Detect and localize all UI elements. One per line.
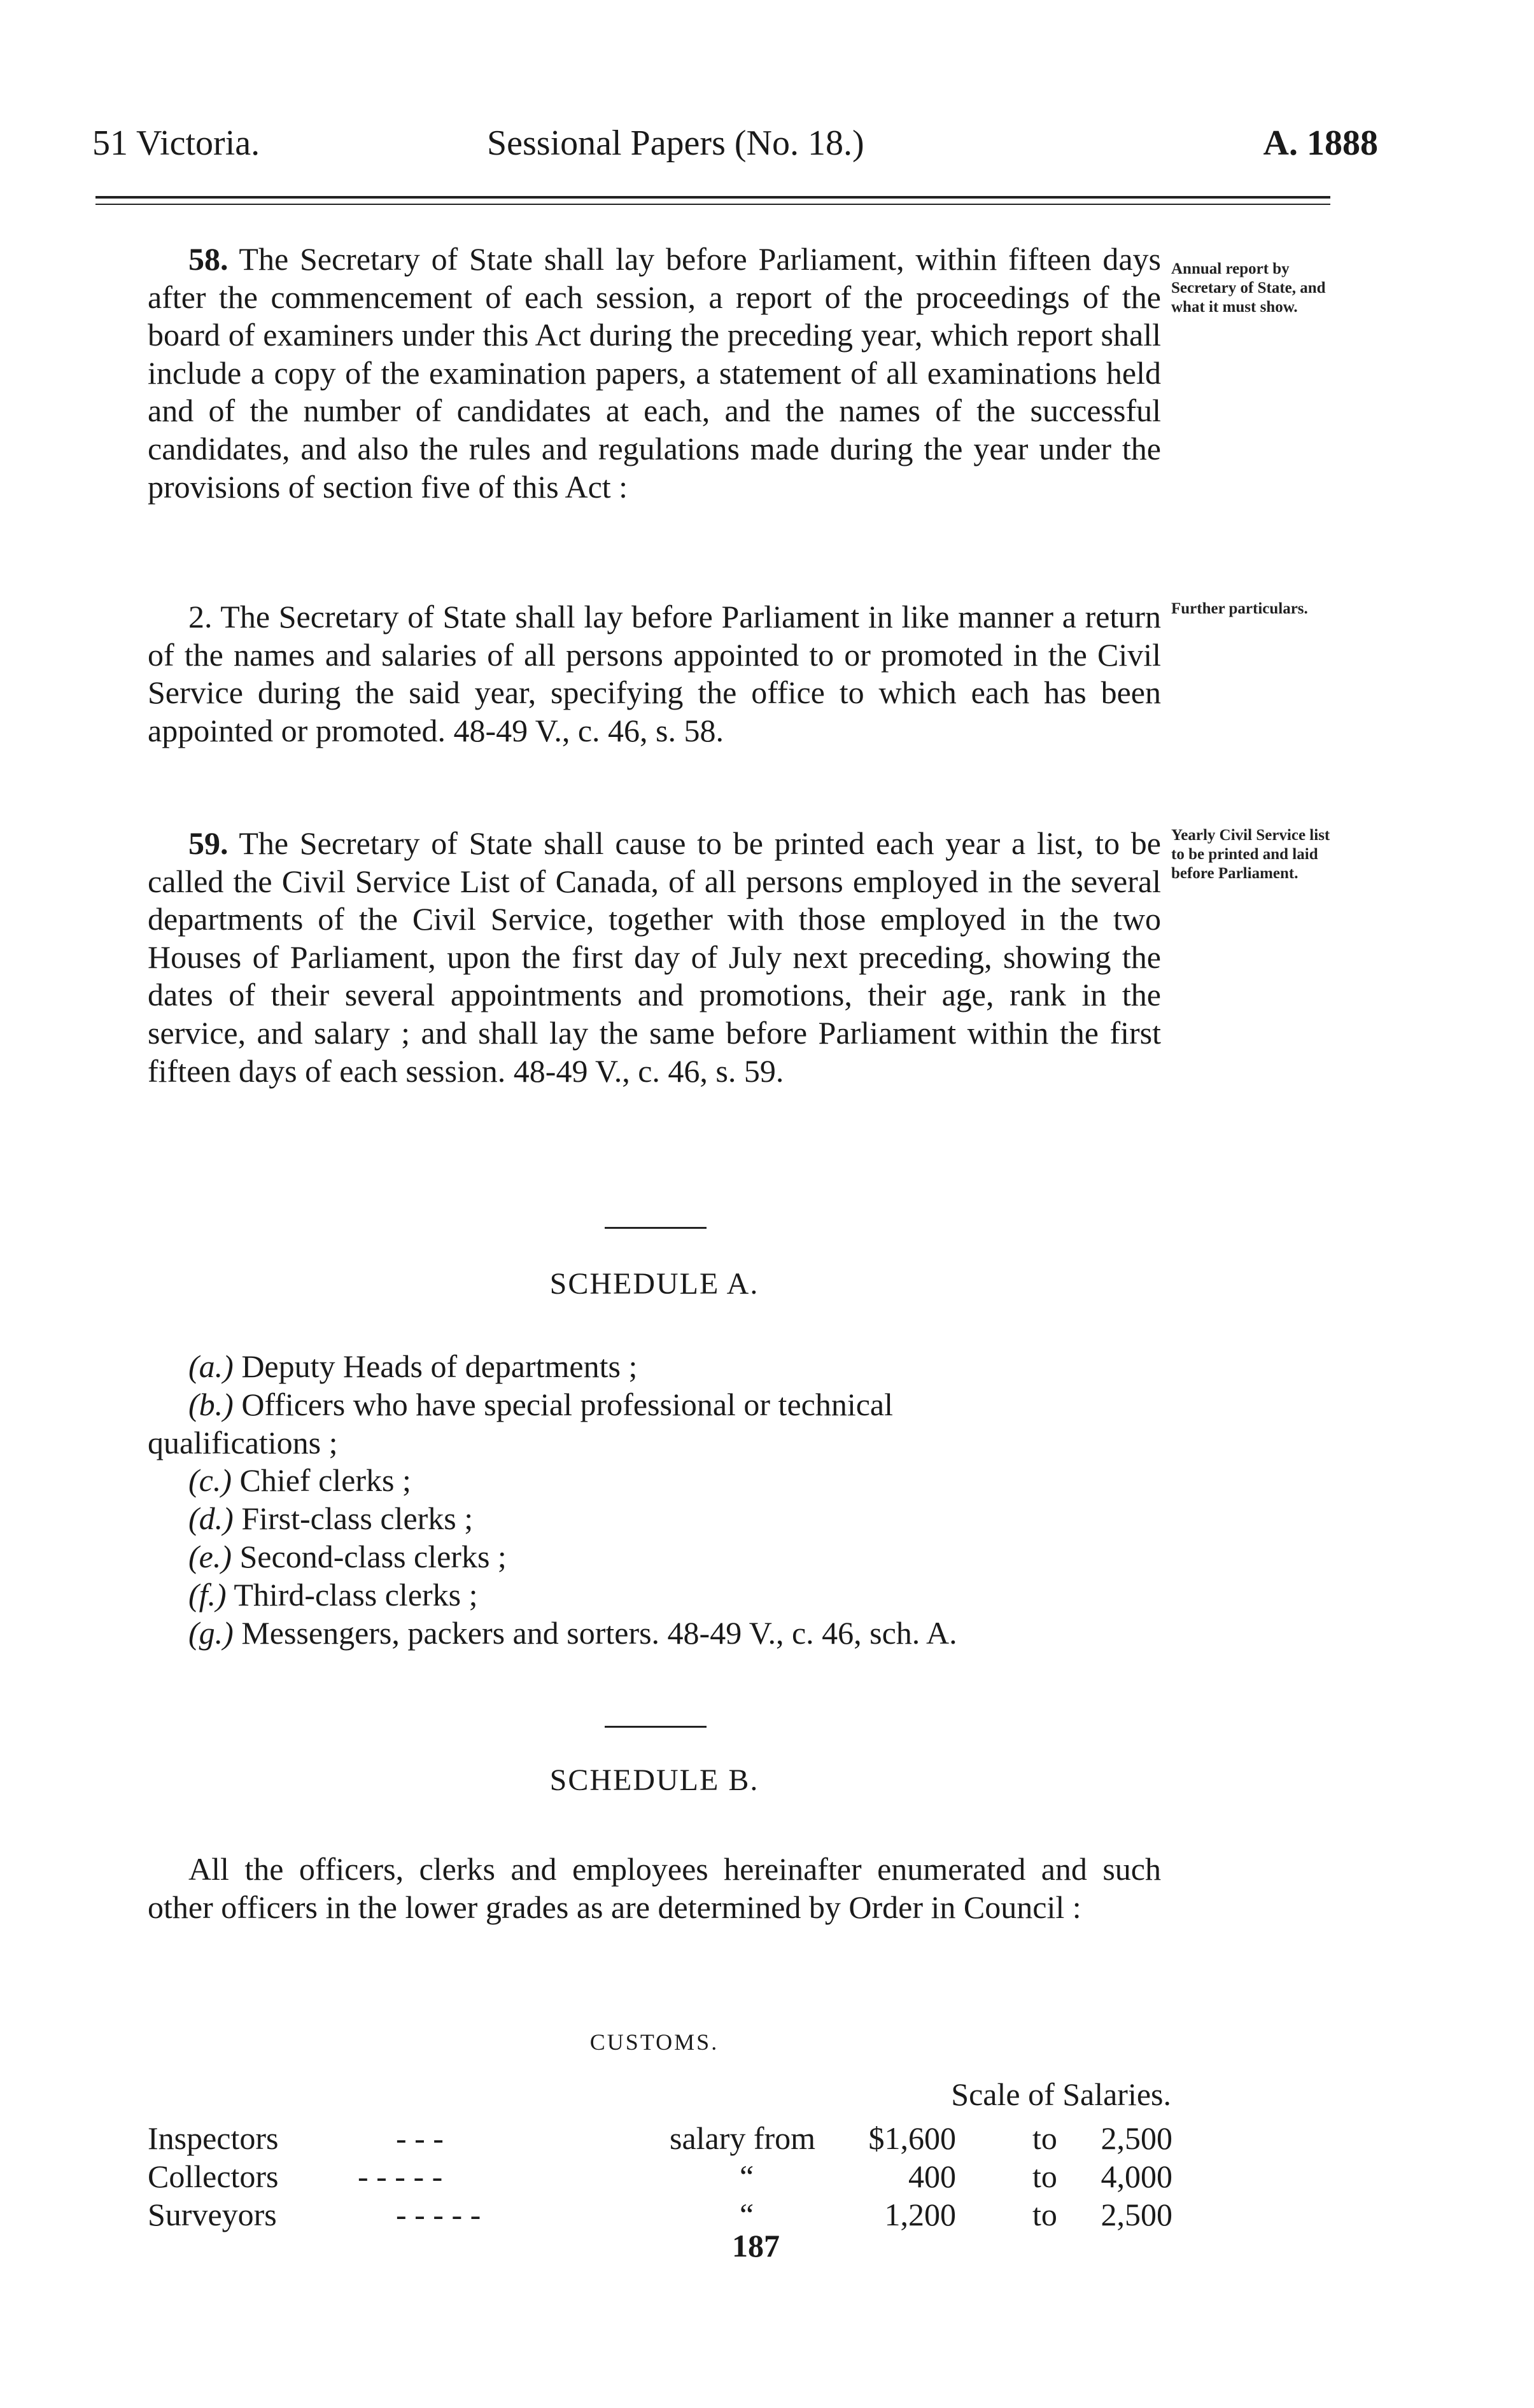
salary-row-title: Inspectors — [148, 2120, 279, 2156]
header-year: A. 1888 — [1263, 123, 1378, 163]
scale-of-salaries-heading: Scale of Salaries. — [951, 2076, 1171, 2112]
section-59-margin-note: Yearly Civil Service list to be printed and laid before Parliament. — [1171, 827, 1330, 882]
schedule-a-item: (a.) Deputy Heads of departments ; — [188, 1348, 638, 1384]
section-58-sub2-margin-note: Further particulars. — [1171, 600, 1308, 617]
salary-row-to-word: to — [1032, 2197, 1057, 2232]
salary-row-leader: - - - - - — [358, 2159, 443, 2194]
section-58-subsection-2: 2. The Secretary of State shall lay before Parliament in like manner a return of the names and salaries of all persons appointed to or promoted in the Civil Service during the said year, specifying the office to which each has been appointed or promoted. 48-49 V., c. 46, s. 58. — [148, 599, 1161, 748]
salary-row — [148, 2119, 1172, 2157]
schedule-a-item: (c.) Chief clerks ; — [188, 1462, 411, 1499]
salary-row — [148, 2195, 1172, 2234]
salary-row-title: Collectors — [148, 2159, 279, 2194]
schedule-b-intro: All the officers, clerks and employees hereinafter enumerated and such other officers in the lower grades as are determined by Order in Council : — [148, 1851, 1161, 1925]
salary-row-to: 4,000 — [1101, 2159, 1172, 2194]
header-rule-thick — [95, 196, 1330, 199]
schedule-divider — [605, 1726, 707, 1728]
header-sessional-papers: Sessional Papers (No. 18.) — [487, 123, 864, 163]
salary-row-basis: “ — [740, 2159, 754, 2194]
salary-row-to-word: to — [1032, 2120, 1057, 2156]
salary-row-to: 2,500 — [1101, 2197, 1172, 2232]
header-rule-thin — [95, 204, 1330, 205]
salary-row-to: 2,500 — [1101, 2120, 1172, 2156]
schedule-a-title: SCHEDULE A. — [549, 1267, 759, 1301]
schedule-b-title: SCHEDULE B. — [549, 1763, 759, 1797]
schedule-a-item: (g.) Messengers, packers and sorters. 48-49 V., c. 46, sch. A. — [188, 1614, 957, 1651]
section-59-paragraph — [148, 825, 1161, 1090]
customs-subheading: CUSTOMS. — [589, 2029, 719, 2055]
schedule-a-item: qualifications ; — [148, 1424, 338, 1460]
header-volume: 51 Victoria. — [92, 123, 260, 163]
salary-row-from: 400 — [908, 2159, 956, 2194]
section-59-number: 59. — [188, 825, 229, 861]
salary-row — [148, 2157, 1172, 2195]
schedule-a-item: (f.) Third-class clerks ; — [188, 1576, 478, 1613]
section-58-text: The Secretary of State shall lay before Parliament, within fifteen days after the commencement of each session, a report of the proceedings of the board of examiners under this Act during the preceding year, which report shall include a copy of the examination papers, a statement of all examinations held and of the number of candidates at each, and the names of the successful candidates, and also the rules and regulations made during the year under the provisions of section five of this Act : — [148, 241, 1161, 505]
schedule-a-item: (e.) Second-class clerks ; — [188, 1538, 507, 1574]
section-58-margin-note: Annual report by Secretary of State, and what it must show. — [1171, 260, 1326, 316]
schedule-a-item: (d.) First-class clerks ; — [188, 1501, 474, 1537]
schedule-a-item: (b.) Officers who have special professional or technical — [188, 1386, 893, 1422]
salary-row-leader: - - - - - — [396, 2197, 481, 2232]
page-number: 187 — [732, 2228, 780, 2264]
salary-row-leader: - - - — [396, 2120, 444, 2156]
salary-row-basis: salary from — [670, 2120, 816, 2156]
salary-row-from: 1,200 — [884, 2197, 956, 2232]
running-header — [92, 118, 1378, 169]
salary-row-to-word: to — [1032, 2159, 1057, 2194]
section-59-text: The Secretary of State shall cause to be printed each year a list, to be called the Civil Service List of Canada, of all persons employed in the several departments of the Civil Service, together with those employed in the two Houses of Parliament, upon the first day of July next preceding, showing the dates of their several appointments and promotions, their age, rank in the service, and salary ; and shall lay the same before Parliament within the first fifteen days of each session. 48-49 V., c. 46, s. 59. — [148, 825, 1161, 1089]
salary-row-from: $1,600 — [868, 2120, 956, 2156]
schedule-a-list — [148, 1348, 1166, 1652]
section-58-paragraph — [148, 241, 1161, 506]
section-58-number: 58. — [188, 241, 229, 277]
salary-row-basis: “ — [740, 2197, 754, 2232]
salary-row-title: Surveyors — [148, 2197, 277, 2232]
section-divider — [605, 1227, 707, 1229]
